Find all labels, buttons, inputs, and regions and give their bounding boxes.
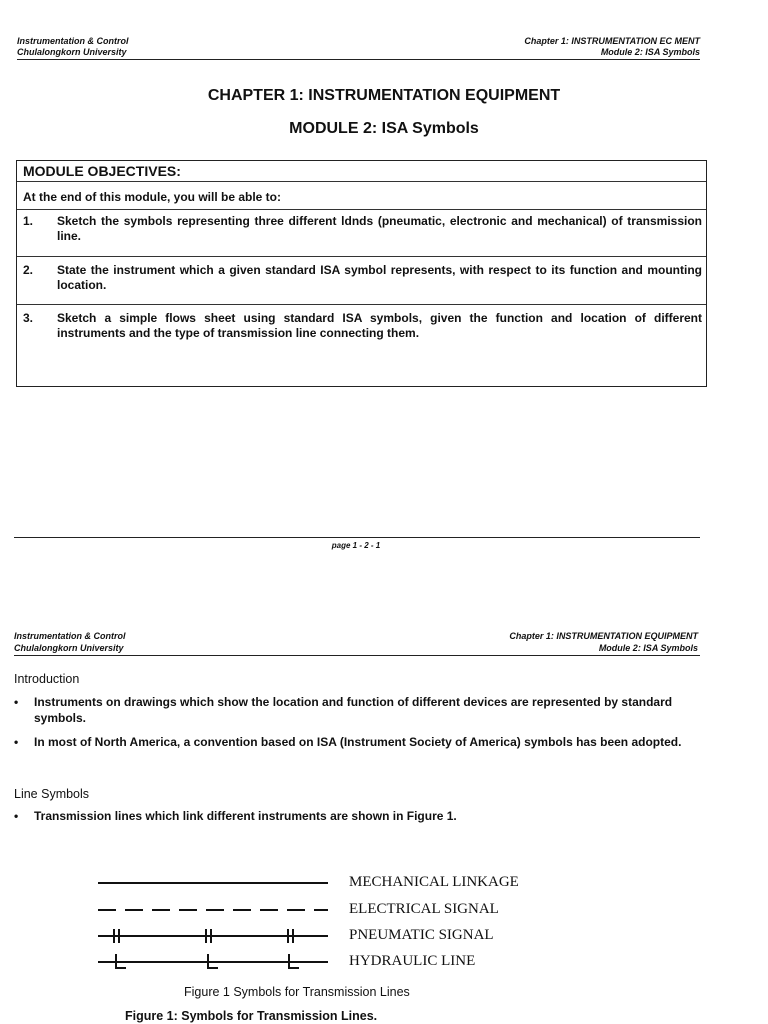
- objective-number: 1.: [23, 214, 34, 228]
- objective-number: 2.: [23, 263, 34, 277]
- bullet-text: In most of North America, a convention based on ISA (Instrument Society of America) symbols has been adopted.: [34, 735, 682, 749]
- page-number: page 1 - 2 - 1: [331, 541, 381, 550]
- header-right-line2: Module 2: ISA Symbols: [600, 47, 700, 57]
- objective-divider: [17, 209, 706, 210]
- list-item: [14, 734, 704, 768]
- header-left-line1: Instrumentation & Control: [14, 631, 126, 641]
- header-left-line1: Instrumentation & Control: [17, 36, 129, 46]
- objective-text: Sketch a simple flows sheet using standard ISA symbols, given the function and location of different instruments and the type of transmission line connecting them.: [57, 311, 702, 340]
- bullet-icon: •: [14, 735, 19, 749]
- objectives-box: [16, 160, 707, 387]
- transmission-line-symbols: [90, 870, 340, 975]
- objective-text: State the instrument which a given standard ISA symbol represents, with respect to its function and mounting location.: [57, 263, 702, 292]
- module-title: MODULE 2: ISA Symbols: [289, 120, 479, 137]
- hydraulic-line: [98, 954, 328, 968]
- header-right-line1: Chapter 1: INSTRUMENTATION EQUIPMENT: [509, 631, 698, 641]
- introduction-heading: Introduction: [14, 672, 80, 686]
- header-left-line2: Chulalongkorn University: [14, 643, 124, 653]
- objectives-heading: MODULE OBJECTIVES:: [23, 163, 181, 179]
- figure-caption-inner: Figure 1 Symbols for Transmission Lines: [184, 985, 410, 999]
- header-rule: [14, 655, 700, 656]
- objectives-divider: [17, 181, 706, 182]
- pneumatic-signal-line: [98, 929, 328, 943]
- header-right-line2: Module 2: ISA Symbols: [598, 643, 698, 653]
- figure-caption: Figure 1: Symbols for Transmission Lines.: [125, 1009, 378, 1023]
- bullet-icon: •: [14, 809, 19, 823]
- bullet-text: Transmission lines which link different instruments are shown in Figure 1.: [34, 809, 457, 823]
- objective-divider: [17, 304, 706, 305]
- list-item: [14, 694, 704, 728]
- bullet-icon: •: [14, 695, 19, 709]
- objective-number: 3.: [23, 311, 34, 325]
- header-left-line2: Chulalongkorn University: [17, 47, 127, 57]
- legend-label-hydraulic: HYDRAULIC LINE: [349, 953, 476, 969]
- objective-divider: [17, 256, 706, 257]
- bullet-text: Instruments on drawings which show the location and function of different devices are represented by standard symbols.: [34, 695, 673, 725]
- chapter-title: CHAPTER 1: INSTRUMENTATION EQUIPMENT: [207, 87, 561, 104]
- header-rule: [17, 59, 700, 60]
- objectives-intro: At the end of this module, you will be able to:: [23, 190, 282, 204]
- objective-text: Sketch the symbols representing three different ldnds (pneumatic, electronic and mechanical) of transmission line.: [57, 214, 702, 243]
- legend-label-electrical: ELECTRICAL SIGNAL: [349, 901, 499, 917]
- footer-rule: [14, 537, 700, 538]
- legend-label-mechanical: MECHANICAL LINKAGE: [349, 874, 519, 890]
- line-symbols-heading: Line Symbols: [14, 787, 90, 801]
- legend-label-pneumatic: PNEUMATIC SIGNAL: [349, 927, 494, 943]
- header-right-line1: Chapter 1: INSTRUMENTATION EC MENT: [524, 36, 700, 46]
- list-item: [14, 808, 704, 826]
